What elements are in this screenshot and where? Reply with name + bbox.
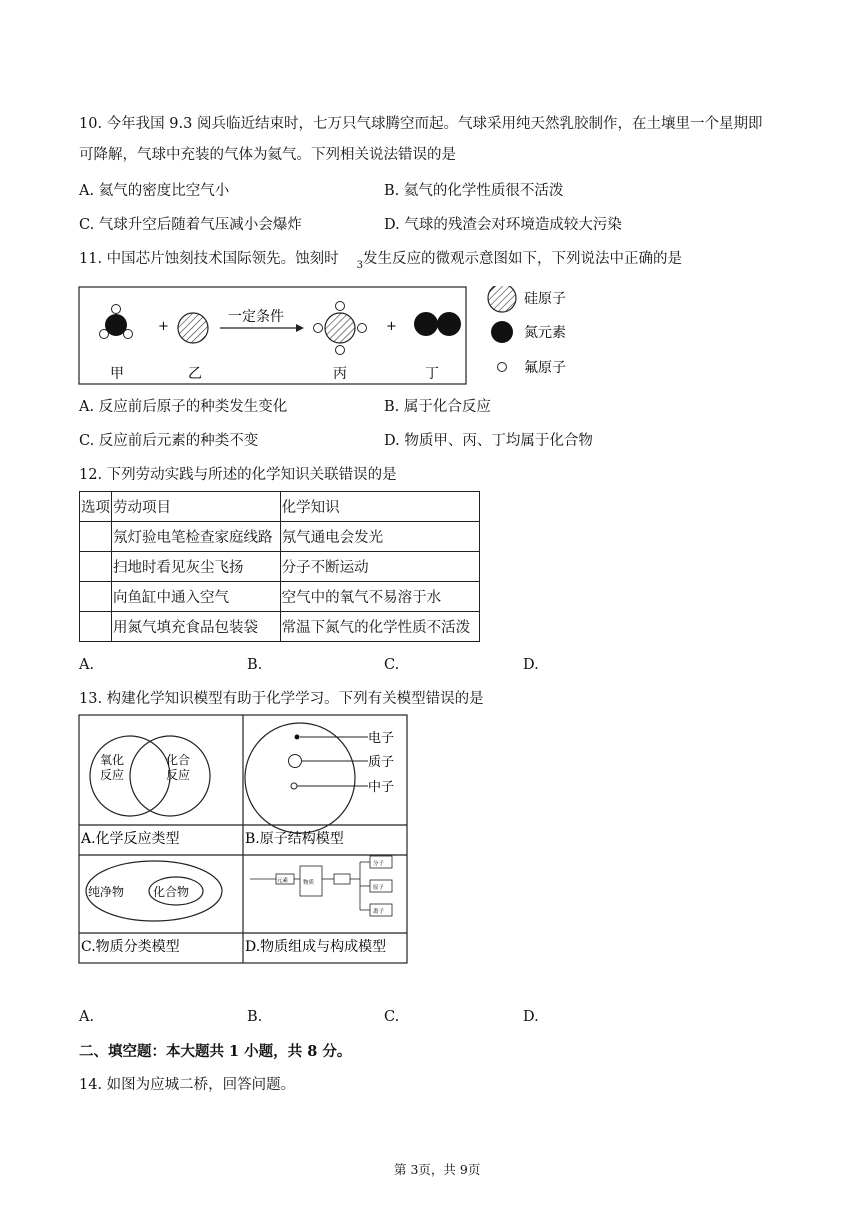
classify-outer-label: 纯净物 <box>88 885 125 899</box>
q10-stem-line1: 10. 今年我国 9.3 阅兵临近结束时，七万只气球腾空而起。气球采用纯天然乳胶制作，在土壤里一个星期即 <box>79 116 763 132</box>
classification-model <box>86 861 222 921</box>
label-yi: 乙 <box>188 366 202 382</box>
q10-option-a: A. 氦气的密度比空气小 <box>79 183 230 199</box>
table-cell: 扫地时看见灰尘飞扬 <box>112 552 281 582</box>
table-cell: 空气中的氧气不易溶于水 <box>280 582 479 612</box>
q10-option-c: C. 气球升空后随着气压减小会爆炸 <box>79 217 302 233</box>
q11-stem <box>79 249 682 271</box>
q12-choice-a: A. <box>79 657 95 673</box>
q11-option-d: D. 物质甲、丙、丁均属于化合物 <box>384 433 593 449</box>
molecule-ding <box>414 312 461 336</box>
plus-sign-2: + <box>386 319 397 334</box>
reaction-condition: 一定条件 <box>228 309 284 325</box>
composition-matter: 物质 <box>303 880 315 886</box>
q10-option-d: D. 气球的残渣会对环境造成较大污染 <box>384 217 622 233</box>
molecule-yi <box>178 313 208 343</box>
q13-models-grid <box>78 714 410 966</box>
q12-choice-b: B. <box>247 657 263 673</box>
caption-a: A.化学反应类型 <box>81 831 180 847</box>
q12-choice-c: C. <box>384 657 400 673</box>
table-cell: 向鱼缸中通入空气 <box>112 582 281 612</box>
table-row <box>80 552 480 582</box>
table-cell <box>80 582 112 612</box>
q12-stem: 12. 下列劳动实践与所述的化学知识关联错误的是 <box>79 467 397 483</box>
table-header-cell: 选项 <box>80 492 112 522</box>
atom-proton-label: 质子 <box>368 755 395 770</box>
section-heading: 二、填空题：本大题共 1 小题，共 8 分。 <box>79 1043 352 1060</box>
table-cell <box>80 612 112 642</box>
table-row <box>80 582 480 612</box>
composition-atom: 原子 <box>373 885 385 891</box>
label-jia: 甲 <box>110 366 124 382</box>
q11-stem-subscript: 3 <box>356 260 364 271</box>
table-cell: 氖灯验电笔检查家庭线路 <box>112 522 281 552</box>
legend-silicon-icon <box>488 286 516 312</box>
table-header-row <box>80 492 480 522</box>
legend-fluorine-icon <box>498 363 507 372</box>
q11-option-c: C. 反应前后元素的种类不变 <box>79 433 259 449</box>
q13-choice-c: C. <box>384 1009 400 1025</box>
q11-option-a: A. 反应前后原子的种类发生变化 <box>79 399 288 415</box>
page-footer: 第 3页，共 9页 <box>394 1162 481 1177</box>
caption-d: D.物质组成与构成模型 <box>245 939 387 955</box>
legend-fluorine: 氟原子 <box>524 360 566 376</box>
label-bing: 丙 <box>333 366 347 382</box>
composition-molecule: 分子 <box>373 861 385 867</box>
table-cell: 分子不断运动 <box>280 552 479 582</box>
atom-neutron-label: 中子 <box>368 780 395 795</box>
table-cell: 常温下氮气的化学性质不活泼 <box>280 612 479 642</box>
molecule-bing <box>314 302 367 355</box>
table-cell <box>80 552 112 582</box>
legend-nitrogen-icon <box>491 321 513 343</box>
q12-table <box>79 491 480 642</box>
q13-choice-b: B. <box>247 1009 263 1025</box>
table-row <box>80 522 480 552</box>
q11-option-b: B. 属于化合反应 <box>384 399 491 415</box>
caption-b: B.原子结构模型 <box>245 831 344 847</box>
plus-sign-1: + <box>158 319 169 334</box>
q10-option-b: B. 氦气的化学性质很不活泼 <box>384 183 564 199</box>
table-cell <box>80 522 112 552</box>
venn-right-label: 化合反应 <box>166 753 191 782</box>
classify-inner-label: 化合物 <box>153 885 190 899</box>
q11-stem-part2: 发生反应的微观示意图如下，下列说法中正确的是 <box>363 251 683 267</box>
table-cell: 用氮气填充食品包装袋 <box>112 612 281 642</box>
q11-stem-part1: 11. 中国芯片蚀刻技术国际领先。蚀刻时 <box>79 251 339 267</box>
composition-labels <box>277 859 385 915</box>
q14-stem: 14. 如图为应城二桥，回答问题。 <box>79 1077 296 1093</box>
table-row <box>80 612 480 642</box>
table-header-cell: 劳动项目 <box>112 492 281 522</box>
q11-reaction-diagram <box>78 286 578 386</box>
table-header-cell: 化学知识 <box>280 492 479 522</box>
venn-diagram <box>90 736 210 816</box>
venn-left-label: 氧化反应 <box>100 753 125 782</box>
composition-element: 元素 <box>277 878 289 884</box>
q13-choice-a: A. <box>79 1009 95 1025</box>
composition-model <box>250 856 392 916</box>
atom-model <box>245 723 394 833</box>
composition-ion: 离子 <box>373 909 385 915</box>
table-cell: 氖气通电会发光 <box>280 522 479 552</box>
label-ding: 丁 <box>425 366 439 382</box>
molecule-jia <box>100 305 133 339</box>
q13-choice-d: D. <box>523 1009 539 1025</box>
atom-electron-label: 电子 <box>368 731 395 746</box>
legend-silicon: 硅原子 <box>524 291 566 307</box>
legend-nitrogen: 氮元素 <box>524 325 566 341</box>
q13-stem: 13. 构建化学知识模型有助于化学学习。下列有关模型错误的是 <box>79 691 484 707</box>
q12-choice-d: D. <box>523 657 539 673</box>
caption-c: C.物质分类模型 <box>81 939 180 955</box>
q10-stem-line2: 可降解，气球中充装的气体为氦气。下列相关说法错误的是 <box>79 147 456 163</box>
